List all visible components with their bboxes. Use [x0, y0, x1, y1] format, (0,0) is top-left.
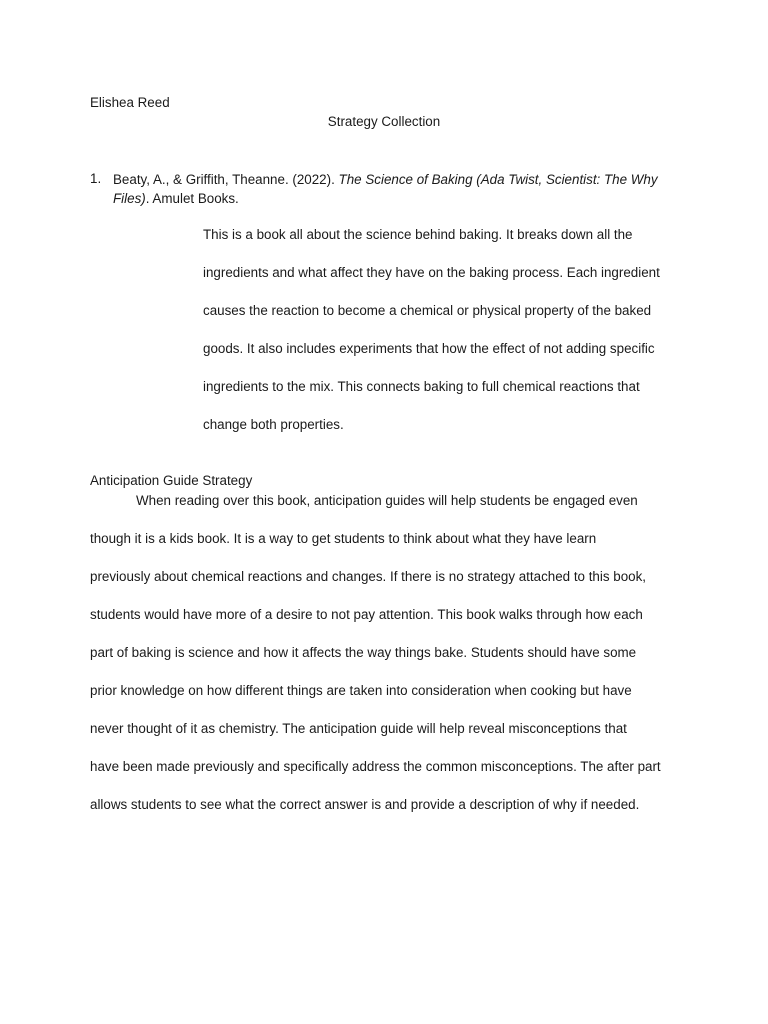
- body-line: allows students to see what the correct answer is and provide a description of why if needed.: [90, 797, 640, 812]
- annotation-paragraph: [203, 226, 693, 454]
- body-line: prior knowledge on how different things are taken into consideration when cooking but have: [90, 683, 632, 698]
- author-name: Elishea Reed: [90, 95, 170, 110]
- annotation-line: ingredients and what affect they have on the baking process. Each ingredient: [203, 265, 660, 280]
- body-line: part of baking is science and how it affects the way things bake. Students should have some: [90, 645, 637, 660]
- annotation-line: change both properties.: [203, 417, 344, 432]
- annotation-line: goods. It also includes experiments that how the effect of not adding specific: [203, 341, 655, 356]
- body-line: have been made previously and specifically address the common misconceptions. The after part: [90, 759, 661, 774]
- body-line: students would have more of a desire to not pay attention. This book walks through how each: [90, 607, 643, 622]
- body-line: never thought of it as chemistry. The anticipation guide will help reveal misconceptions that: [90, 721, 627, 736]
- reference-authors-year: Beaty, A., & Griffith, Theanne. (2022).: [113, 172, 339, 187]
- reference-book-title: The Science of Baking (Ada Twist, Scientist: The Why Files): [113, 172, 658, 206]
- document-title: Strategy Collection: [327, 114, 441, 129]
- reference-number: 1.: [90, 171, 102, 186]
- annotation-line: causes the reaction to become a chemical or physical property of the baked: [203, 303, 652, 318]
- body-line: previously about chemical reactions and changes. If there is no strategy attached to this book,: [90, 569, 647, 584]
- section-heading: Anticipation Guide Strategy: [90, 473, 253, 488]
- annotation-line: This is a book all about the science behind baking. It breaks down all the: [203, 227, 633, 242]
- reference-citation: [113, 170, 673, 208]
- annotation-line: ingredients to the mix. This connects baking to full chemical reactions that: [203, 379, 640, 394]
- body-line: When reading over this book, anticipation guides will help students be engaged even: [136, 493, 638, 508]
- reference-publisher: . Amulet Books.: [145, 191, 239, 206]
- body-paragraph: [90, 492, 690, 834]
- body-line: though it is a kids book. It is a way to get students to think about what they have learn: [90, 531, 597, 546]
